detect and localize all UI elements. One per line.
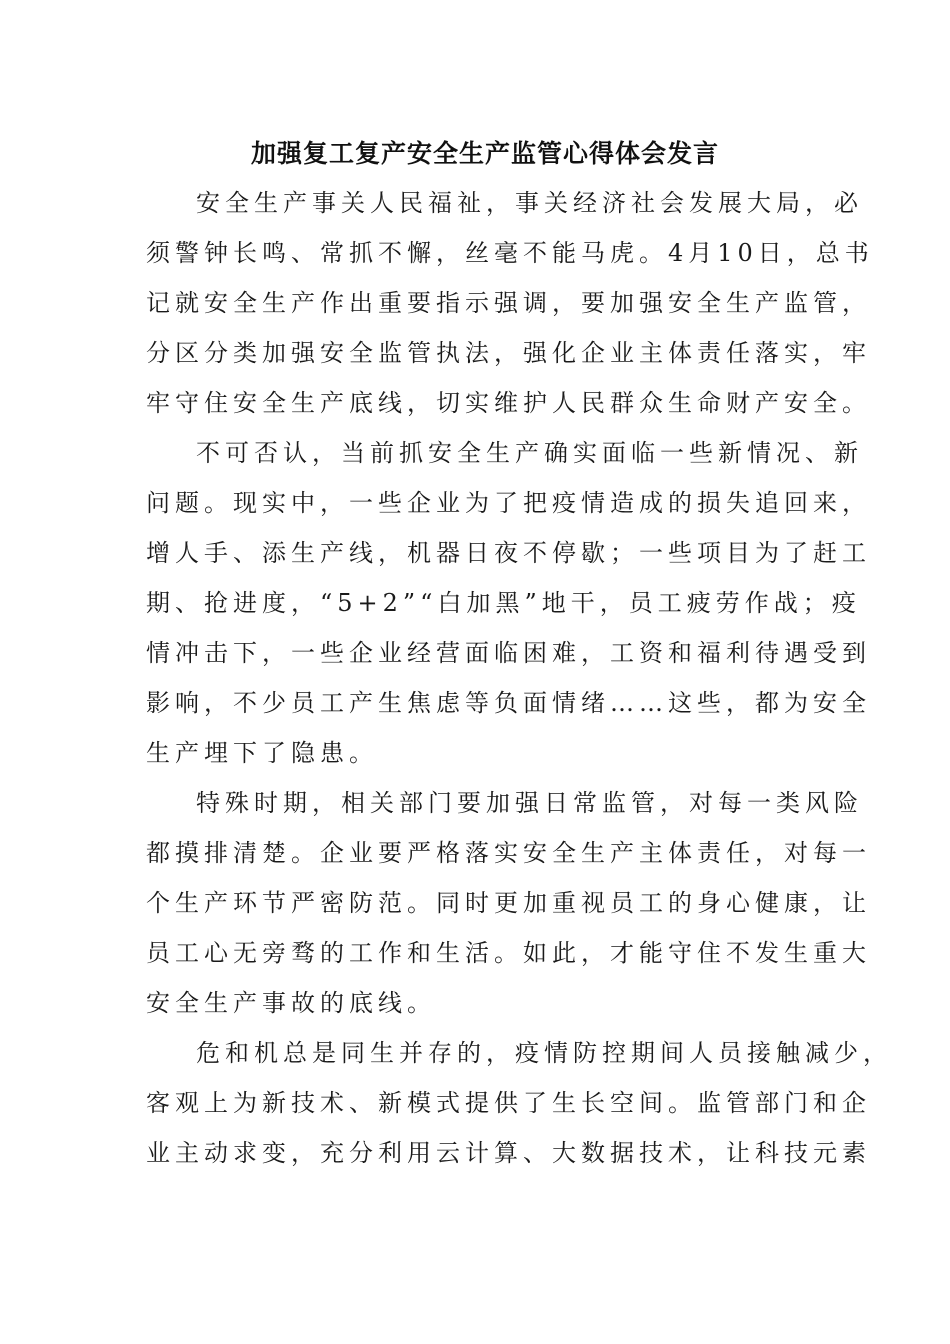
paragraph-4-line-1: 危和机总是同生并存的，疫情防控期间人员接触减少， xyxy=(196,1039,892,1067)
paragraph-2-line-5: 情冲击下，一些企业经营面临困难，工资和福利待遇受到 xyxy=(146,639,871,667)
paragraph-4-line-2: 客观上为新技术、新模式提供了生长空间。监管部门和企 xyxy=(146,1089,871,1117)
paragraph-2-line-7: 生产埋下了隐患。 xyxy=(146,739,378,767)
paragraph-1-line-4: 分区分类加强安全监管执法，强化企业主体责任落实，牢 xyxy=(146,339,871,367)
paragraph-2-line-6: 影响，不少员工产生焦虑等负面情绪……这些，都为安全 xyxy=(146,689,871,717)
paragraph-1-line-5: 牢守住安全生产底线，切实维护人民群众生命财产安全。 xyxy=(146,389,871,417)
paragraph-3-line-4: 员工心无旁骛的工作和生活。如此，才能守住不发生重大 xyxy=(146,939,871,967)
paragraph-4-line-3: 业主动求变，充分利用云计算、大数据技术，让科技元素 xyxy=(146,1139,871,1167)
paragraph-3-line-3: 个生产环节严密防范。同时更加重视员工的身心健康，让 xyxy=(146,889,871,917)
paragraph-2-line-2: 问题。现实中，一些企业为了把疫情造成的损失追回来， xyxy=(146,489,871,517)
document-title: 加强复工复产安全生产监管心得体会发言 xyxy=(250,139,719,168)
paragraph-2-line-1: 不可否认，当前抓安全生产确实面临一些新情况、新 xyxy=(196,439,863,467)
paragraph-1-line-2: 须警钟长鸣、常抓不懈，丝毫不能马虎。4月10日，总书 xyxy=(146,239,874,267)
paragraph-1-line-3: 记就安全生产作出重要指示强调，要加强安全生产监管， xyxy=(146,289,871,317)
paragraph-1-line-1: 安全生产事关人民福祉，事关经济社会发展大局，必 xyxy=(196,189,863,217)
document-body xyxy=(146,178,892,1178)
paragraph-2-line-4: 期、抢进度，“5+2”“白加黑”地干，员工疲劳作战；疫 xyxy=(146,589,861,617)
paragraph-3-line-5: 安全生产事故的底线。 xyxy=(146,989,436,1017)
paragraph-3-line-1: 特殊时期，相关部门要加强日常监管，对每一类风险 xyxy=(196,789,863,817)
paragraph-3-line-2: 都摸排清楚。企业要严格落实安全生产主体责任，对每一 xyxy=(146,839,871,867)
paragraph-2-line-3: 增人手、添生产线，机器日夜不停歇；一些项目为了赶工 xyxy=(146,539,871,567)
